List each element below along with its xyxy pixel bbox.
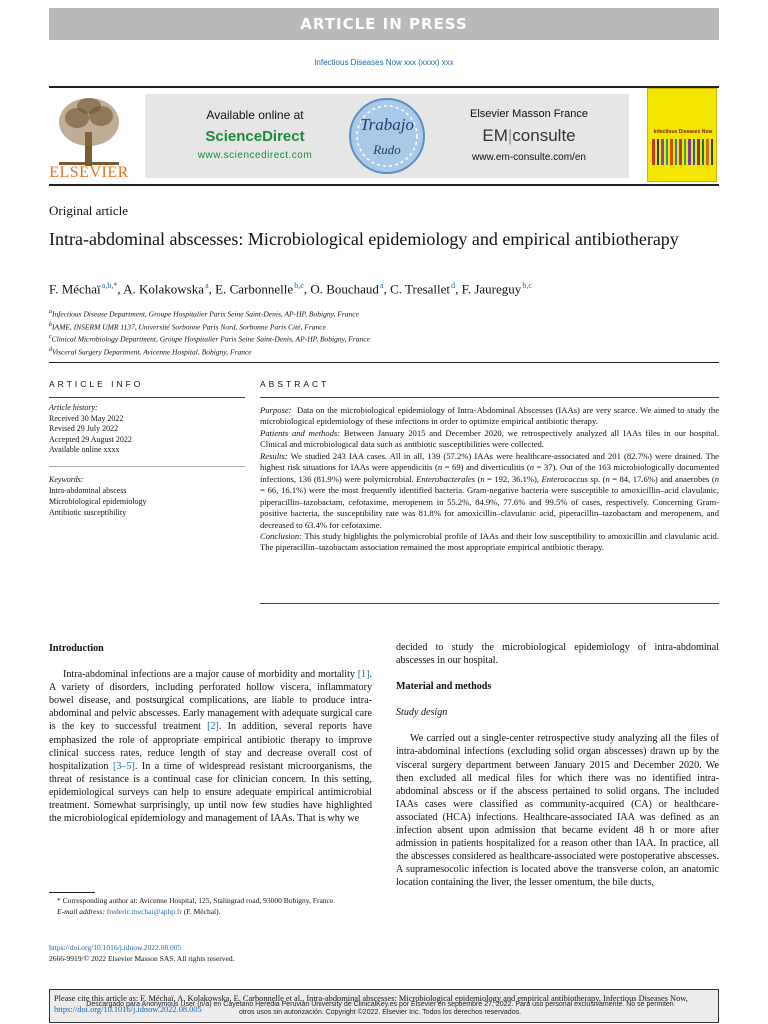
em-consulte-em: EM bbox=[482, 126, 508, 145]
citation-link[interactable]: [2] bbox=[207, 721, 219, 733]
article-title: Intra-abdominal abscesses: Microbiological epidemiology and empirical antibiotherapy bbox=[49, 229, 679, 249]
em-consulte-logo bbox=[429, 126, 629, 146]
abstract-heading: ABSTRACT bbox=[260, 379, 330, 389]
history-item: Available online xxxx bbox=[49, 445, 120, 454]
article-type: Original article bbox=[49, 203, 129, 218]
author-name: F. Méchaï bbox=[49, 281, 101, 297]
section-heading: Material and methods bbox=[396, 681, 492, 693]
corresponding-email: E-mail address: frederic.mechai@aphp.fr (F. Méchaï). bbox=[57, 906, 221, 916]
corresponding-author-footnote bbox=[49, 896, 372, 917]
citation-link[interactable]: [3–5] bbox=[112, 760, 135, 772]
article-in-press-banner: ARTICLE IN PRESS bbox=[49, 8, 719, 40]
keywords-label: Keywords: bbox=[49, 475, 84, 484]
available-online-label: Available online at bbox=[206, 108, 304, 122]
footnote-rule bbox=[49, 892, 95, 893]
abstract-conclusion: Conclusion: This study highlights the polymicrobial profile of IAAs and their low susceptibility to amoxicillin and clavulanic acid. The piperacillin–tazobactam association remained the most appropriate empirical antibiotic therapy. bbox=[260, 530, 719, 553]
author-affil-link[interactable]: d bbox=[451, 281, 456, 290]
seal-top-text: Trabajo bbox=[360, 115, 414, 134]
masthead-center-panel bbox=[145, 94, 629, 178]
author-affil-link[interactable]: a bbox=[380, 281, 384, 290]
body-column-right bbox=[396, 641, 719, 890]
author-name: C. Tresallet bbox=[390, 281, 451, 297]
intro-paragraph-continued: decided to study the microbiological epidemiology of intra-abdominal abscesses in our hospital. bbox=[396, 642, 719, 667]
citation-doi-link[interactable]: https://doi.org/10.1016/j.idnow.2022.08.005 bbox=[54, 1005, 202, 1014]
abstract-rule bbox=[260, 397, 719, 398]
history-item: Revised 29 July 2022 bbox=[49, 424, 119, 433]
section-heading: Introduction bbox=[49, 643, 104, 654]
em-consulte-bar: | bbox=[507, 126, 513, 145]
cover-title: Infectious Diseases Now bbox=[653, 129, 713, 135]
intro-paragraph: Intra-abdominal infections are a major cause of morbidity and mortality [1]. A variety of disorders, including perforated hollow viscera, inflammatory bowel disease, and postsurgical complications, are liable to produce intra-abdominal and pelvic abscesses. Early management with adequate surgical care is the key to successful treatment [2]. In addition, several reports have emphasized the role of appropriate empirical antibiotic therapy to improve clinical success rates, reduce length of stay and decrease overall cost of hospitalization [3–5]. In a time of widespread resistant microorganisms, the threat of resistance is a continual case for clinician concern. In this setting, epidemiological surveys can help to ensure adequate empirical antimicrobial treatment. Somewhat surprisingly, up until now few studies have highlighted the microbiological epidemiology and management of IAAs. That is why we bbox=[49, 669, 373, 825]
body-column-left bbox=[49, 642, 372, 825]
cover-stripes-graphic bbox=[652, 139, 714, 165]
abstract-purpose: Purpose: Data on the microbiological epidemiology of Intra-Abdominal Abscesses (IAAs) are very scarce. We aimed to study the microbiological epidemiology of these infections in order to optimize empirical antibiotic therapy. bbox=[260, 405, 720, 427]
keyword-item: Microbiological epidemiology bbox=[49, 497, 147, 506]
history-label: Article history: bbox=[49, 403, 98, 412]
affiliation-item: $^d$Visceral Surgery Department, Avicenne Hospital, Bobigny, France bbox=[49, 346, 252, 356]
sciencedirect-logo: ScienceDirect bbox=[205, 128, 305, 145]
header-divider bbox=[49, 362, 719, 363]
issn-copyright: 2666-9919/© 2022 Elsevier Masson SAS. All rights reserved. bbox=[49, 954, 235, 963]
elsevier-masson-label: Elsevier Masson France bbox=[470, 108, 588, 120]
keyword-item: Intra-abdominal abscess bbox=[49, 486, 127, 495]
keywords bbox=[49, 474, 245, 518]
citation-link[interactable]: [1] bbox=[357, 669, 370, 681]
article-info-rule bbox=[49, 397, 245, 398]
methods-paragraph: We carried out a single-center retrospective study analyzing all the files of intra-abdominal infections (excluding solid organ abscesses) drawn up by the visceral surgery department between January 2015 and December 2020. We then excluded all medical files for which there was no identified intra-abdominal abscess or if the abscess pertained to solid organs. The included IAAs cases were classified as community-acquired (CA) or healthcare-associated (HCA) infections. Healthcare-associated IAA was defined as an infection absent upon admission that became evident 48 h or more after admission in patients hospitalized for a reason other than IAA. In practice, all the abscesses considered as healthcare-associated were postoperative abscesses. A supramesocolic infection is located above the transverse colon, an anatomic location containing the liver, the lesser omentum, the bile ducts, bbox=[396, 733, 719, 889]
journal-masthead bbox=[49, 86, 719, 186]
abstract-body bbox=[260, 405, 719, 554]
keyword-item: Antibiotic susceptibility bbox=[49, 508, 127, 517]
trabajo-rudo-seal-icon bbox=[348, 96, 426, 176]
article-info-heading: ARTICLE INFO bbox=[49, 379, 144, 389]
article-history bbox=[49, 403, 245, 456]
author-name: A. Kolakowska bbox=[123, 281, 205, 297]
author-name: F. Jaureguy bbox=[461, 281, 522, 297]
author-affil-link[interactable]: a bbox=[205, 281, 209, 290]
journal-cover-thumbnail[interactable] bbox=[647, 88, 717, 182]
affiliation-list bbox=[49, 307, 709, 357]
history-keywords-rule bbox=[49, 466, 245, 467]
em-consulte-rest: consulte bbox=[512, 126, 576, 145]
author-name: O. Bouchaud bbox=[310, 281, 379, 297]
em-consulte-url[interactable]: www.em-consulte.com/en bbox=[472, 152, 586, 163]
abstract-bottom-rule bbox=[260, 603, 719, 604]
affiliation-item: $^a$Infectious Disease Department, Groupe Hospitalier Paris Seine Saint-Denis, AP-HP, Bobigny, France bbox=[49, 309, 359, 319]
history-item: Accepted 29 August 2022 bbox=[49, 434, 132, 444]
journal-citation-line[interactable]: Infectious Diseases Now xxx (xxxx) xxx bbox=[314, 58, 454, 67]
affiliation-item: $^b$IAME, INSERM UMR 1137, Université Sorbonne Paris Nord, Sorbonne Paris Cité, France bbox=[49, 321, 326, 331]
elsevier-wordmark: ELSEVIER bbox=[49, 164, 129, 181]
download-watermark: Descargado para Anonymous User (n/a) en Cayetano Heredia Peruvian University de ClinicalKey.es por Elsevier en septiembre 27, 2022. Para uso personal exclusivamente. No se permiten otros usos sin autorización. Copyright ©2022. Elsevier Inc. Todos los derechos reservados. bbox=[86, 1001, 674, 1016]
doi-link[interactable]: https://doi.org/10.1016/j.idnow.2022.08.005 bbox=[49, 943, 182, 952]
abstract-results: Results: We studied 243 IAA cases. All in all, 139 (57.2%) IAAs were healthcare-associated and 201 (82.7%) were drained. The highest risk situations for IAAs were appendicitis (n = 69) and diverticulitis (n = 37). Out of the 163 microbiologically documented infections, 136 (81.9%) were polymicrobial. Enterobacterales (n = 192, 36.1%), Enterococcus sp. (n = 84, 17.6%) and anaerobes (n = 66, 16.1%) were the most frequently identified bacteria. Gram-negative bacteria were susceptible to amoxicillin–acid clavulanic, piperacillin–tazobactam, cefotaxime, meropenem in 55.2%, 84.9%, 77.6% and 99.5% of cases, respectively. Concerning Gram-positive bacteria, the susceptibility rate was 81.8% for amoxicillin–clavulanic acid, piperacillin–tazobactam and meropenem, and decreased to 63.4% for cefotaxime. bbox=[260, 450, 720, 530]
sciencedirect-url[interactable]: www.sciencedirect.com bbox=[197, 150, 313, 161]
abstract-methods: Patients and methods: Between January 2015 and December 2020, we retrospectively analyzed all IAAs files in our hospital. Clinical and microbiological data such as antibiotic susceptibilities were collected. bbox=[260, 427, 719, 450]
masthead-bottom-rule bbox=[49, 184, 719, 186]
citation-text: Please cite this article as: F. Méchaï, A. Kolakowska, E. Carbonnelle et al., Intra-abdominal abscesses: Microbiological epidemiology and empirical antibiotherapy, Infectious Diseases Now, bbox=[54, 994, 688, 1003]
affiliation-item: $^c$Clinical Microbiology Department, Groupe Hospitalier Paris Seine Saint-Denis, AP-HP, Bobigny, France bbox=[49, 334, 370, 344]
author-list: F. Méchaï $^{a,b,*}$, A. Kolakowska $^a$, E. Carbonnelle $^{b,c}$, O. Bouchaud $^a$, C. Tresallet $^d$, F. Jaureguy $^{b,c}$ bbox=[49, 281, 532, 297]
email-link[interactable]: frederic.mechai@aphp.fr bbox=[106, 906, 182, 916]
subsection-heading: Study design bbox=[396, 707, 448, 719]
history-item: Received 30 May 2022 bbox=[49, 413, 124, 423]
masthead-top-rule bbox=[49, 86, 719, 88]
author-affil-link[interactable]: b,c bbox=[294, 281, 304, 290]
author-name: E. Carbonnelle bbox=[215, 281, 294, 297]
author-affil-link[interactable]: a,b,* bbox=[101, 281, 118, 290]
corresponding-address: * Corresponding author at: Avicenne Hospital, 125, Stalingrad road, 93000 Bobigny, France. bbox=[57, 896, 336, 905]
seal-bottom-text: Rudo bbox=[373, 142, 401, 157]
author-affil-link[interactable]: b,c bbox=[522, 281, 532, 290]
